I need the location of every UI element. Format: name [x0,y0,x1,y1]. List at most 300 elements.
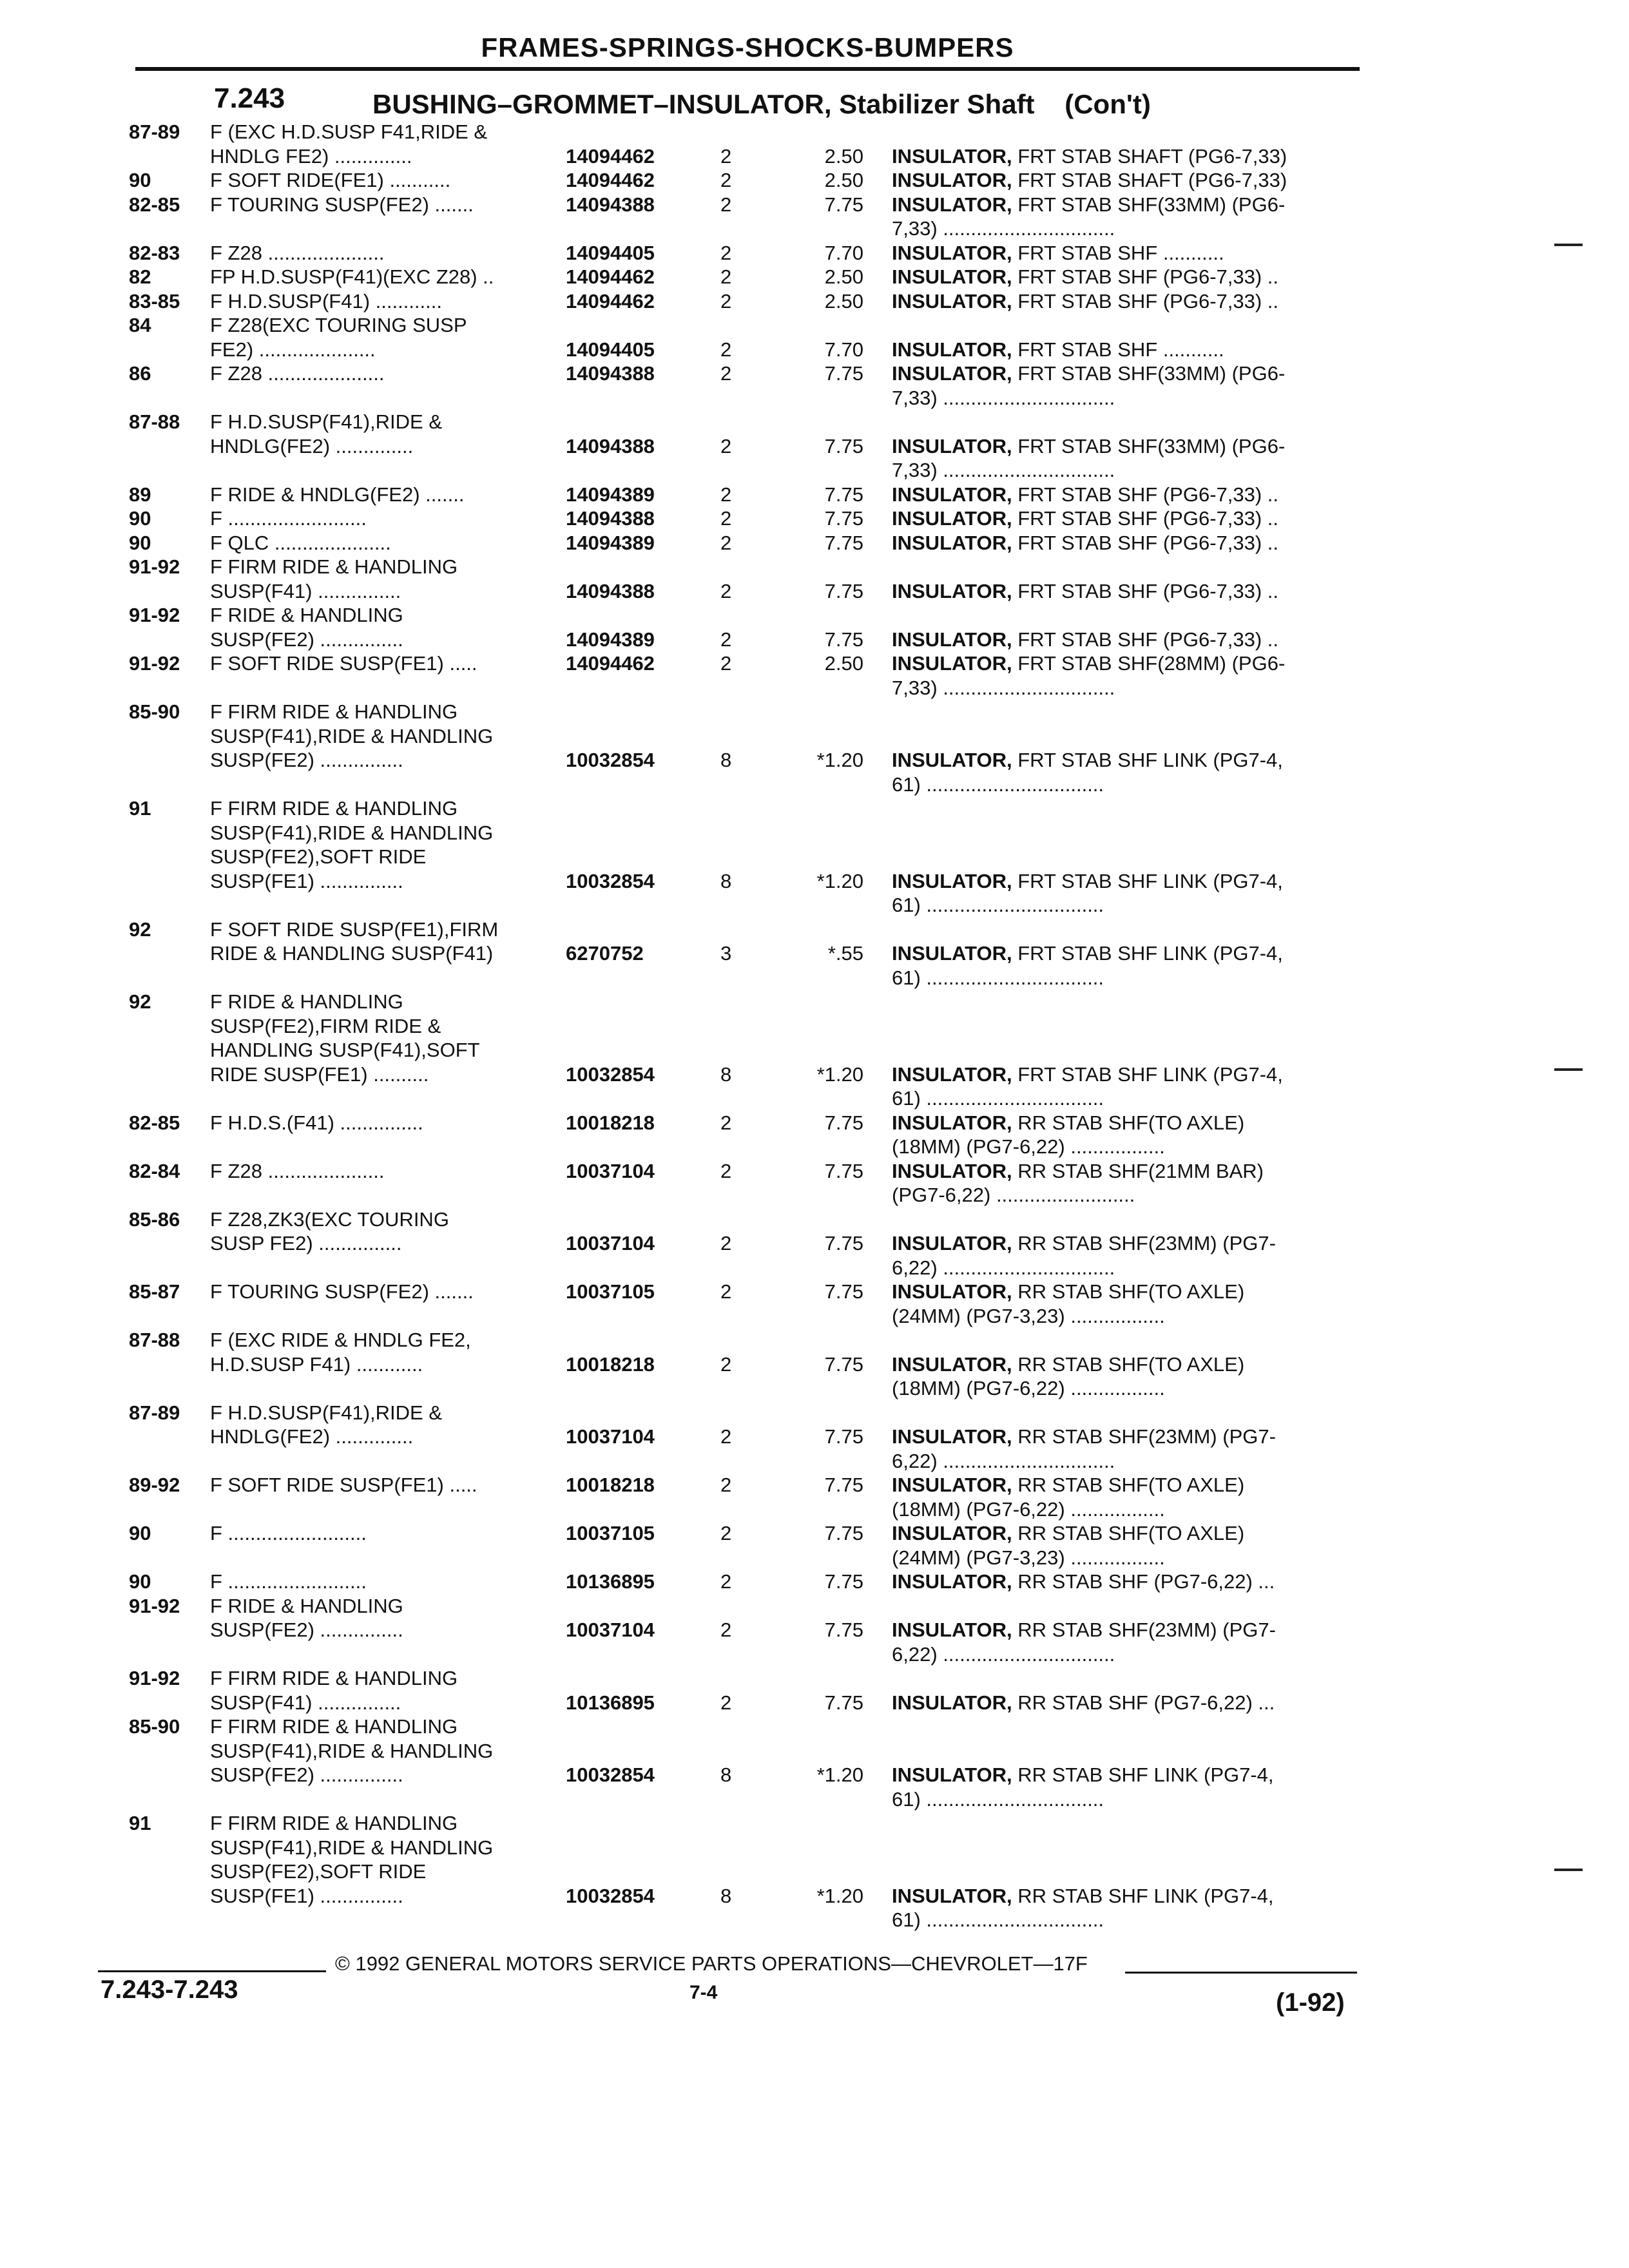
row-description: F RIDE & HANDLING [210,604,403,626]
list-row [0,120,1629,146]
row-part-number: 10018218 [566,1111,655,1134]
list-row [0,1062,1629,1088]
row-part-name [892,1691,1275,1715]
row-part-name-detail: RR STAB SHF(TO AXLE) [1012,1111,1245,1134]
row-price: *1.20 [816,1884,863,1907]
row-price: 7.75 [824,507,863,530]
list-row [0,579,1629,605]
row-year: 91 [129,797,151,820]
row-description: F Z28 ..................... [210,241,385,264]
row-part-name-detail: RR STAB SHF(21MM BAR) [1012,1159,1264,1182]
row-description: HANDLING SUSP(F41),SOFT [210,1039,480,1061]
row-part-name-keyword: INSULATOR, [892,579,1012,602]
row-part-name-detail: RR STAB SHF(TO AXLE) [1012,1522,1245,1544]
row-part-name [892,1642,1115,1667]
list-row [0,1328,1629,1354]
row-description: SUSP(F41),RIDE & HANDLING [210,821,494,844]
list-row [0,506,1629,532]
row-part-name-keyword: INSULATOR, [892,749,1012,771]
list-row [0,458,1629,484]
row-part-number: 10136895 [566,1570,655,1593]
row-year: 87-88 [129,1329,180,1351]
row-year: 91-92 [129,604,180,626]
row-year: 91-92 [129,1594,180,1617]
list-row [0,1521,1629,1547]
row-part-name [892,434,1285,459]
row-description: SUSP(F41) ............... [210,579,401,602]
row-part-name [892,193,1285,217]
row-description: SUSP(F41),RIDE & HANDLING [210,1739,494,1762]
row-quantity: 2 [720,1691,732,1714]
row-part-name [892,1763,1274,1787]
row-part-name [892,506,1278,531]
row-year: 91-92 [129,1667,180,1689]
row-price: *1.20 [816,1763,863,1786]
row-description: F ......................... [210,1522,367,1544]
list-row [0,893,1629,919]
row-part-name-detail: 6,22) ............................... [892,1449,1115,1472]
row-part-number: 10037104 [566,1232,655,1254]
row-quantity: 2 [720,579,732,602]
row-price: 2.50 [824,169,863,191]
list-row [0,1811,1629,1837]
row-description: HNDLG(FE2) .............. [210,1425,414,1448]
row-quantity: 2 [720,338,732,361]
row-year: 82 [129,265,151,288]
row-part-name-detail: RR STAB SHF(23MM) (PG7- [1012,1232,1276,1254]
row-quantity: 8 [720,1062,732,1086]
row-description: F (EXC H.D.SUSP F41,RIDE & [210,120,488,143]
row-part-name-detail: RR STAB SHF(TO AXLE) [1012,1474,1245,1496]
row-part-name [892,1304,1165,1329]
row-price: 7.75 [824,1425,863,1448]
row-part-name-keyword: INSULATOR, [892,265,1012,288]
row-part-name-keyword: INSULATOR, [892,531,1012,554]
list-row [0,773,1629,798]
row-year: 85-90 [129,700,180,723]
row-part-name [892,144,1287,169]
row-description: F TOURING SUSP(FE2) ....... [210,193,474,216]
row-part-name-keyword: INSULATOR, [892,241,1012,264]
row-year: 92 [129,990,151,1013]
row-description: F FIRM RIDE & HANDLING [210,700,458,723]
list-row [0,1304,1629,1330]
row-part-name [892,1473,1244,1497]
row-part-name [892,893,1104,918]
list-row [0,1739,1629,1765]
row-part-name-keyword: INSULATOR, [892,869,1012,892]
row-part-number: 10032854 [566,869,655,892]
row-quantity: 2 [720,1111,732,1134]
row-part-name-detail: FRT STAB SHF LINK (PG7-4, [1012,869,1283,892]
row-part-name-keyword: INSULATOR, [892,362,1012,385]
row-description: SUSP(FE2) ............... [210,749,403,771]
row-year: 90 [129,1570,151,1593]
row-description: HNDLG(FE2) .............. [210,434,414,457]
row-part-name [892,1062,1283,1087]
row-description: F H.D.S.(F41) ............... [210,1111,423,1134]
row-quantity: 3 [720,942,732,965]
list-row [0,1256,1629,1282]
row-part-name-detail: FRT STAB SHF LINK (PG7-4, [1012,942,1283,965]
list-row [0,1666,1629,1692]
row-part-name-keyword: INSULATOR, [892,434,1012,457]
row-quantity: 2 [720,1352,732,1376]
row-part-name-detail: RR STAB SHF(23MM) (PG7- [1012,1425,1276,1448]
row-year: 87-89 [129,1401,180,1424]
row-price: 2.50 [824,265,863,288]
row-description: FE2) ..................... [210,338,376,361]
list-row [0,386,1629,412]
row-part-name-detail: 7,33) ............................... [892,676,1115,699]
row-part-name [892,651,1285,676]
row-price: *1.20 [816,869,863,892]
list-row [0,1715,1629,1740]
row-part-name-detail: FRT STAB SHF (PG6-7,33) .. [1012,531,1279,554]
row-description: HNDLG FE2) .............. [210,144,412,168]
row-description: SUSP(FE1) ............... [210,869,403,892]
list-row [0,1352,1629,1378]
row-description: F QLC ..................... [210,531,391,554]
list-row [0,1763,1629,1789]
row-part-name [892,628,1278,652]
row-part-name-keyword: INSULATOR, [892,628,1012,651]
list-row [0,531,1629,557]
list-row [0,796,1629,822]
list-row [0,1135,1629,1160]
footer-rule-right [1125,1972,1357,1974]
row-part-name [892,1449,1115,1474]
row-part-number: 14094388 [566,362,655,385]
row-part-name-detail: FRT STAB SHF LINK (PG7-4, [1012,1062,1283,1086]
list-row [0,966,1629,992]
row-part-name [892,386,1115,410]
row-part-number: 14094388 [566,579,655,602]
footer-rule-left [98,1970,326,1972]
row-part-name-detail: FRT STAB SHAFT (PG6-7,33) [1012,144,1287,168]
list-row [0,724,1629,750]
row-price: 7.75 [824,483,863,506]
row-part-number: 10032854 [566,749,655,771]
list-row [0,168,1629,194]
row-part-name-detail: FRT STAB SHF(33MM) (PG6- [1012,193,1286,216]
row-part-name [892,168,1287,193]
row-part-name-detail: 61) ................................ [892,1787,1104,1811]
footer-date-code: (1-92) [1276,1988,1345,2017]
row-quantity: 2 [720,193,732,216]
row-description: F (EXC RIDE & HNDLG FE2, [210,1329,471,1351]
row-quantity: 2 [720,1425,732,1448]
row-price: 2.50 [824,144,863,168]
row-quantity: 2 [720,1474,732,1496]
row-part-name [892,361,1285,386]
row-quantity: 2 [720,169,732,191]
row-quantity: 2 [720,628,732,651]
list-row [0,1425,1629,1450]
row-part-name [892,1425,1276,1449]
row-description: F SOFT RIDE SUSP(FE1) ..... [210,652,477,675]
row-part-name [892,748,1283,773]
list-row [0,1497,1629,1523]
header-rule [135,67,1360,71]
list-row [0,651,1629,677]
row-part-name [892,338,1224,362]
row-part-name-keyword: INSULATOR, [892,1062,1012,1086]
row-part-name [892,483,1278,507]
row-part-name-detail: 61) ................................ [892,1908,1104,1931]
row-part-name-keyword: INSULATOR, [892,1474,1012,1496]
section-continued: (Con't) [1065,89,1151,119]
row-part-name [892,1256,1115,1280]
row-price: *1.20 [816,1062,863,1086]
list-row [0,1836,1629,1861]
row-part-number: 14094462 [566,289,655,312]
row-part-name-keyword: INSULATOR, [892,1570,1012,1593]
row-year: 90 [129,531,151,554]
list-row [0,144,1629,170]
row-part-name-detail: FRT STAB SHF (PG6-7,33) .. [1012,628,1279,651]
row-part-number: 10136895 [566,1691,655,1714]
row-price: 7.70 [824,338,863,361]
row-part-number: 10018218 [566,1474,655,1496]
list-row [0,628,1629,653]
row-year: 85-87 [129,1280,180,1303]
list-row [0,676,1629,702]
row-description: F SOFT RIDE(FE1) ........... [210,169,451,191]
row-description: SUSP(FE2) ............... [210,628,403,651]
row-part-name [892,241,1224,265]
row-part-name-keyword: INSULATOR, [892,169,1012,191]
row-part-number: 10032854 [566,1763,655,1786]
list-row [0,1908,1629,1934]
list-row [0,265,1629,291]
row-part-name [892,1111,1244,1135]
row-description: F TOURING SUSP(FE2) ....... [210,1280,474,1303]
row-description: F SOFT RIDE SUSP(FE1) ..... [210,1474,477,1496]
footer-section-range: 7.243-7.243 [101,1975,238,2004]
row-description: F H.D.SUSP(F41) ............ [210,289,442,312]
row-part-name-detail: 6,22) ............................... [892,1256,1115,1279]
margin-mark [1554,244,1583,246]
row-description: SUSP(F41),RIDE & HANDLING [210,1836,494,1859]
row-price: 2.50 [824,289,863,312]
row-part-name-keyword: INSULATOR, [892,1232,1012,1254]
row-price: 7.75 [824,628,863,651]
row-part-name-detail: 61) ................................ [892,1087,1104,1110]
row-quantity: 2 [720,265,732,288]
row-part-number: 10037105 [566,1522,655,1544]
row-part-name-detail: RR STAB SHF(23MM) (PG7- [1012,1619,1276,1641]
row-part-name [892,1787,1104,1812]
list-row [0,603,1629,629]
list-row [0,241,1629,267]
row-description: SUSP(FE1) ............... [210,1884,403,1907]
row-quantity: 2 [720,507,732,530]
row-part-name-keyword: INSULATOR, [892,1280,1012,1303]
list-row [0,1860,1629,1885]
row-quantity: 2 [720,531,732,554]
row-part-name-detail: RR STAB SHF(TO AXLE) [1012,1352,1245,1376]
list-row [0,1473,1629,1499]
row-year: 85-90 [129,1715,180,1738]
footer-copyright: © 1992 GENERAL MOTORS SERVICE PARTS OPERATIONS—CHEVROLET—17F [335,1952,1088,1975]
row-quantity: 2 [720,362,732,385]
list-row [0,1884,1629,1910]
row-price: *1.20 [816,749,863,771]
row-part-name-detail: FRT STAB SHF LINK (PG7-4, [1012,749,1283,771]
row-part-name [892,1618,1276,1642]
row-description: F FIRM RIDE & HANDLING [210,797,458,820]
row-part-name [892,1231,1276,1256]
row-part-name-keyword: INSULATOR, [892,1111,1012,1134]
list-row [0,410,1629,436]
row-description: F Z28 ..................... [210,1159,385,1182]
list-row [0,941,1629,967]
row-part-name [892,1884,1274,1908]
row-price: 2.50 [824,652,863,675]
list-row [0,361,1629,387]
list-row [0,1207,1629,1233]
row-price: 7.75 [824,1691,863,1714]
list-row [0,1111,1629,1137]
list-row [0,1038,1629,1064]
row-quantity: 2 [720,434,732,457]
row-part-name [892,1908,1104,1932]
list-row [0,1449,1629,1475]
margin-mark [1554,1068,1583,1071]
row-part-number: 14094388 [566,507,655,530]
row-part-number: 14094388 [566,193,655,216]
row-part-name-detail: (18MM) (PG7-6,22) ................. [892,1377,1165,1399]
list-row [0,193,1629,218]
row-part-name-detail: (18MM) (PG7-6,22) ................. [892,1135,1165,1158]
row-part-name-detail: 7,33) ............................... [892,386,1115,409]
row-year: 92 [129,918,151,941]
row-part-name-keyword: INSULATOR, [892,193,1012,216]
row-part-name-detail: FRT STAB SHF ........... [1012,241,1224,264]
row-part-name-keyword: INSULATOR, [892,1884,1012,1907]
list-row [0,555,1629,581]
row-part-number: 6270752 [566,942,644,965]
row-part-name [892,579,1278,604]
row-description: SUSP(FE2) ............... [210,1763,403,1786]
row-description: F Z28 ..................... [210,362,385,385]
section-title-text: BUSHING–GROMMET–INSULATOR, Stabilizer Shaft [372,89,1035,119]
row-description: RIDE SUSP(FE1) .......... [210,1062,429,1086]
row-quantity: 2 [720,289,732,312]
row-description: F RIDE & HANDLING [210,990,403,1013]
row-price: 7.75 [824,1111,863,1134]
row-part-name-keyword: INSULATOR, [892,1522,1012,1544]
row-part-name-keyword: INSULATOR, [892,144,1012,168]
list-row [0,1546,1629,1571]
row-part-name [892,1159,1264,1184]
row-year: 84 [129,314,151,336]
list-row [0,1570,1629,1595]
row-quantity: 2 [720,241,732,264]
row-part-name-keyword: INSULATOR, [892,1352,1012,1376]
page-header-title: FRAMES-SPRINGS-SHOCKS-BUMPERS [481,32,1014,62]
row-year: 82-85 [129,193,180,216]
row-quantity: 8 [720,869,732,892]
row-part-number: 14094389 [566,531,655,554]
row-part-name-keyword: INSULATOR, [892,1691,1012,1714]
row-quantity: 2 [720,483,732,506]
row-part-name [892,458,1115,483]
list-row [0,869,1629,895]
row-description: FP H.D.SUSP(F41)(EXC Z28) .. [210,265,494,288]
row-part-name-detail: RR STAB SHF LINK (PG7-4, [1012,1763,1274,1786]
row-year: 89-92 [129,1474,180,1496]
row-price: 7.75 [824,531,863,554]
row-part-name-detail: 7,33) ............................... [892,459,1115,481]
row-description: F FIRM RIDE & HANDLING [210,1715,458,1738]
row-part-name [892,941,1283,966]
row-part-name-keyword: INSULATOR, [892,289,1012,312]
row-part-name [892,1280,1244,1304]
row-quantity: 8 [720,1763,732,1786]
row-part-name [892,1183,1135,1207]
row-price: 7.75 [824,1474,863,1496]
row-description: F RIDE & HANDLING [210,1594,403,1617]
row-part-name-detail: FRT STAB SHF(33MM) (PG6- [1012,362,1286,385]
row-part-name-detail: RR STAB SHF LINK (PG7-4, [1012,1884,1274,1907]
list-row [0,990,1629,1015]
row-description: SUSP(F41) ............... [210,1691,401,1714]
row-description: H.D.SUSP F41) ............ [210,1352,423,1376]
row-description: F ......................... [210,1570,367,1593]
row-part-name-detail: 7,33) ............................... [892,217,1115,240]
row-part-name-detail: FRT STAB SHF (PG6-7,33) .. [1012,579,1279,602]
list-row [0,748,1629,774]
row-part-name-keyword: INSULATOR, [892,1425,1012,1448]
row-quantity: 2 [720,1619,732,1641]
row-quantity: 8 [720,1884,732,1907]
list-row [0,1787,1629,1813]
row-year: 90 [129,1522,151,1544]
row-part-name [892,869,1283,894]
row-part-name [892,1135,1165,1159]
row-part-name [892,216,1115,241]
list-row [0,1594,1629,1620]
row-part-name [892,1570,1275,1594]
row-part-number: 10018218 [566,1352,655,1376]
row-year: 90 [129,507,151,530]
list-row [0,338,1629,363]
row-description: SUSP(FE2) ............... [210,1619,403,1641]
row-part-number: 14094388 [566,434,655,457]
list-row [0,1280,1629,1305]
row-year: 87-89 [129,120,180,143]
row-year: 91-92 [129,555,180,578]
row-part-name-detail: (24MM) (PG7-3,23) ................. [892,1546,1165,1569]
row-part-name-detail: FRT STAB SHF (PG6-7,33) .. [1012,507,1279,530]
list-row [0,1376,1629,1402]
row-part-name-detail: FRT STAB SHF (PG6-7,33) .. [1012,289,1279,312]
row-description: F RIDE & HNDLG(FE2) ....... [210,483,465,506]
row-part-name [892,1521,1244,1546]
row-part-name-detail: 61) ................................ [892,966,1104,989]
row-description: F H.D.SUSP(F41),RIDE & [210,1401,442,1424]
row-price: 7.75 [824,434,863,457]
row-description: F SOFT RIDE SUSP(FE1),FIRM [210,918,499,941]
footer-page-number: 7-4 [689,1982,718,2003]
row-quantity: 2 [720,1232,732,1254]
row-part-name-detail: (24MM) (PG7-3,23) ................. [892,1304,1165,1327]
row-price: 7.70 [824,241,863,264]
list-row [0,313,1629,339]
row-part-name [892,1497,1165,1522]
